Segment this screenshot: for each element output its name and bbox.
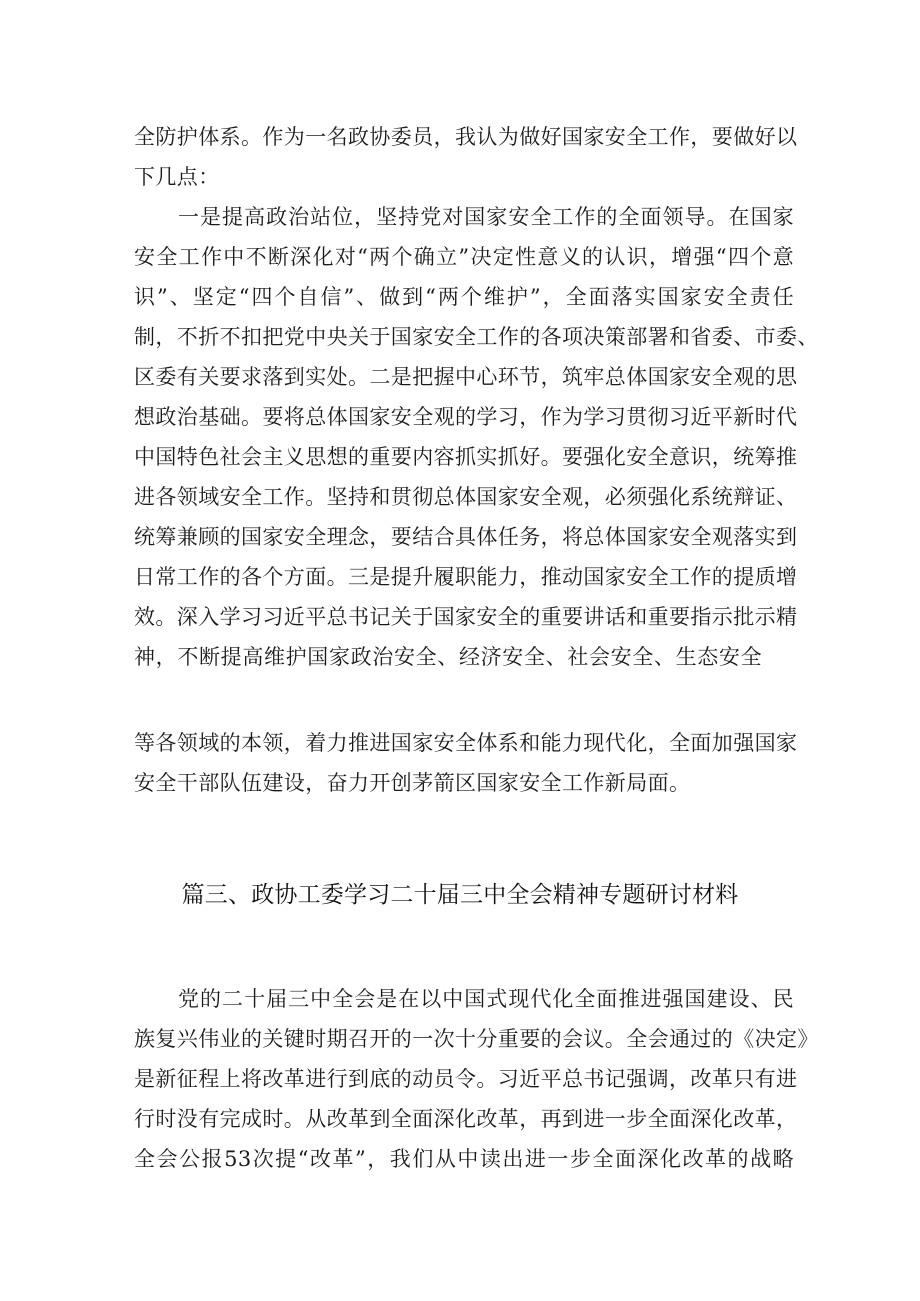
paragraph-line: 下几点：: [134, 165, 220, 189]
paragraph-line: 制，不折不扣把党中央关于国家安全工作的各项决策部署和省委、市委、: [134, 325, 819, 349]
paragraph-line: 一是提高政治站位，坚持党对国家安全工作的全面领导。在国家: [178, 205, 794, 229]
paragraph-line: 是新征程上将改革进行到底的动员令。习近平总书记强调，改革只有进: [134, 1067, 798, 1091]
paragraph-line: 全会公报53次提“改革”，我们从中读出进一步全面深化改革的战略: [134, 1147, 794, 1171]
paragraph-line: 神，不断提高维护国家政治安全、经济安全、社会安全、生态安全: [134, 645, 762, 669]
paragraph-line: 行时没有完成时。从改革到全面深化改革，再到进一步全面深化改革，: [134, 1107, 798, 1131]
paragraph-line: 全防护体系。作为一名政协委员，我认为做好国家安全工作，要做好以: [134, 125, 798, 149]
paragraph-line: 统筹兼顾的国家安全理念，要结合具体任务，将总体国家安全观落实到: [134, 525, 798, 549]
paragraph-line: 识”、坚定“四个自信”、做到“两个维护”，全面落实国家安全责任: [134, 285, 794, 309]
paragraph-line: 党的二十届三中全会是在以中国式现代化全面推进强国建设、民: [178, 987, 794, 1011]
paragraph-line: 效。深入学习习近平总书记关于国家安全的重要讲话和重要指示批示精: [134, 605, 798, 629]
paragraph-line: 族复兴伟业的关键时期召开的一次十分重要的会议。全会通过的《决定》: [134, 1027, 819, 1051]
paragraph-line: 进各领域安全工作。坚持和贯彻总体国家安全观，必须强化系统辩证、: [134, 485, 798, 509]
paragraph-line: 中国特色社会主义思想的重要内容抓实抓好。要强化安全意识，统筹推: [134, 445, 798, 469]
paragraph-line: 日常工作的各个方面。三是提升履职能力，推动国家安全工作的提质增: [134, 565, 798, 589]
paragraph-line: 想政治基础。要将总体国家安全观的学习，作为学习贯彻习近平新时代: [134, 405, 798, 429]
paragraph-line: 安全工作中不断深化对“两个确立”决定性意义的认识，增强“四个意: [134, 245, 794, 269]
paragraph-line: 安全干部队伍建设，奋力开创茅箭区国家安全工作新局面。: [134, 771, 691, 795]
paragraph-line: 区委有关要求落到实处。二是把握中心环节，筑牢总体国家安全观的思: [134, 365, 798, 389]
paragraph-line: 等各领域的本领，着力推进国家安全体系和能力现代化，全面加强国家: [134, 731, 798, 755]
section-heading: 篇三、政协工委学习二十届三中全会精神专题研讨材料: [181, 882, 739, 908]
